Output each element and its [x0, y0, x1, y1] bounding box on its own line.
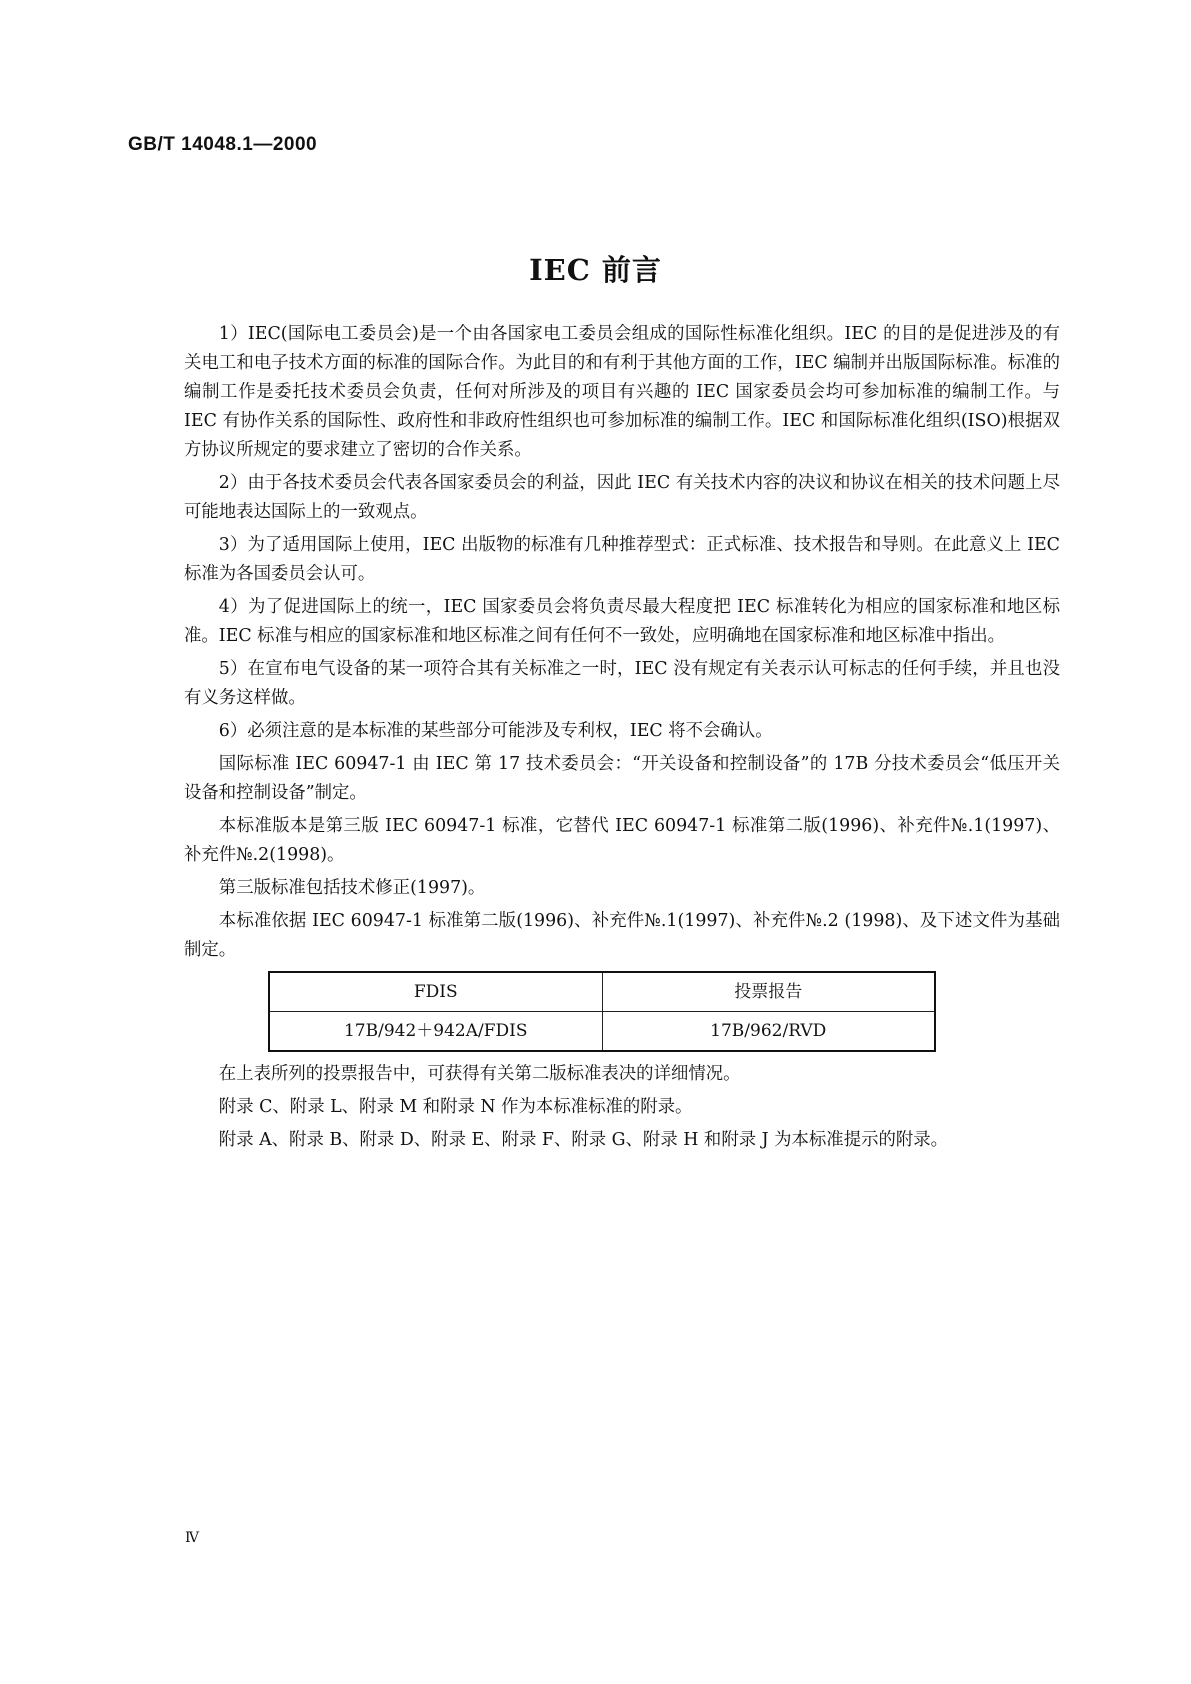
paragraph-6: 6）必须注意的是本标准的某些部分可能涉及专利权，IEC 将不会确认。: [218, 721, 773, 741]
paragraph-1: 1）IEC(国际电工委员会)是一个由各国家电工委员会组成的国际性标准化组织。IEC 的目的是促进涉及的有关电工和电子技术方面的标准的国际合作。为此目的和有利于其他方面的工作，IEC 编制并出版国际标准。标准的编制工作是委托技术委员会负责，任何对所涉及的项目有兴趣的 IEC 国家委员会均可参加标准的编制工作。与 IEC 有协作关系的国际性、政府性和非政府性组织也可参加标准的编制工作。IEC 和国际标准化组织(ISO)根据双方协议所规定的要求建立了密切的合作关系。: [184, 324, 1060, 460]
paragraph-informative-annexes: 附录 A、附录 B、附录 D、附录 E、附录 F、附录 G、附录 H 和附录 J 为本标准提示的附录。: [218, 1130, 949, 1150]
table-header-row: [269, 972, 935, 1012]
table-cell-fdis: 17B/942＋942A/FDIS: [269, 1012, 602, 1052]
table-cell-rvd: 17B/962/RVD: [602, 1012, 935, 1052]
paragraph-2: 2）由于各技术委员会代表各国家委员会的利益，因此 IEC 有关技术内容的决议和协议在相关的技术问题上尽可能地表达国际上的一致观点。: [184, 473, 1060, 522]
table-row: [269, 1012, 935, 1052]
paragraph-3: 3）为了适用国际上使用，IEC 出版物的标准有几种推荐型式：正式标准、技术报告和导则。在此意义上 IEC 标准为各国委员会认可。: [184, 535, 1060, 584]
paragraph-corrigendum: 第三版标准包括技术修正(1997)。: [218, 878, 486, 898]
standard-number: GB/T 14048.1—2000: [128, 134, 318, 155]
paragraph-edition: 本标准版本是第三版 IEC 60947-1 标准，它替代 IEC 60947-1 标准第二版(1996)、补充件№.1(1997)、补充件№.2(1998)。: [184, 816, 1060, 865]
paragraph-origin: 国际标准 IEC 60947-1 由 IEC 第 17 技术委员会：“开关设备和控制设备”的 17B 分技术委员会“低压开关设备和控制设备”制定。: [184, 754, 1060, 803]
table-header-fdis: FDIS: [269, 972, 602, 1012]
paragraph-5: 5）在宣布电气设备的某一项符合其有关标准之一时，IEC 没有规定有关表示认可标志的任何手续，并且也没有义务这样做。: [184, 659, 1060, 708]
paragraph-vote-details: 在上表所列的投票报告中，可获得有关第二版标准表决的详细情况。: [218, 1064, 741, 1084]
page-number: Ⅳ: [185, 1530, 199, 1546]
paragraph-normative-annexes: 附录 C、附录 L、附录 M 和附录 N 作为本标准标准的附录。: [218, 1097, 693, 1117]
voting-table: [268, 971, 936, 1052]
body-text: [184, 320, 1060, 1159]
table-header-vote-report: 投票报告: [602, 972, 935, 1012]
paragraph-4: 4）为了促进国际上的统一，IEC 国家委员会将负责尽最大程度把 IEC 标准转化为相应的国家标准和地区标准。IEC 标准与相应的国家标准和地区标准之间有任何不一致处，应明确地在国家标准和地区标准中指出。: [184, 597, 1060, 646]
page-title: IEC 前言: [529, 253, 662, 287]
paragraph-basis: 本标准依据 IEC 60947-1 标准第二版(1996)、补充件№.1(1997)、补充件№.2 (1998)、及下述文件为基础制定。: [184, 911, 1060, 960]
